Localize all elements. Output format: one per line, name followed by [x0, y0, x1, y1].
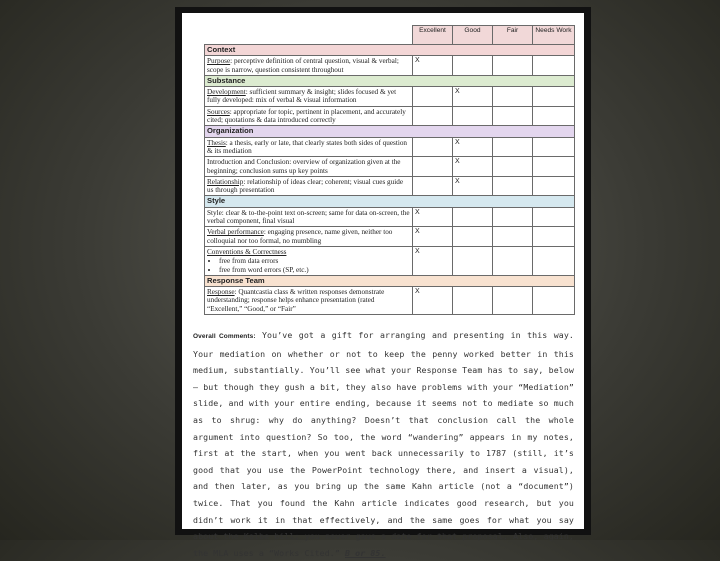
section-substance: Substance — [205, 75, 575, 86]
section-response-team: Response Team — [205, 275, 575, 286]
row-response — [205, 287, 575, 315]
row-intro-conclusion — [205, 157, 575, 177]
mark-good: X — [453, 176, 493, 196]
mark-excellent: X — [413, 56, 453, 76]
criterion-text: : engaging presence, name given, neither too colloquial nor too formal, no mumbling — [207, 228, 393, 245]
criterion-text: : a thesis, early or late, that clearly states both sides of question & its mediation — [207, 138, 408, 155]
criterion-term: Sources — [207, 107, 230, 116]
row-verbal-performance — [205, 227, 575, 247]
rubric-page — [182, 13, 584, 558]
criterion-text: : relationship of ideas clear; coherent; visual cues guide us through presentation — [207, 177, 404, 195]
mark-good: X — [453, 137, 493, 157]
section-style: Style — [205, 196, 575, 207]
mark-excellent: X — [413, 287, 453, 315]
criterion-term: Development — [207, 88, 246, 97]
row-relationship — [205, 176, 575, 196]
header-fair: Fair — [493, 26, 533, 45]
overall-comments — [193, 327, 574, 561]
row-conventions — [205, 246, 575, 275]
rubric-header-row — [205, 26, 575, 45]
section-context: Context — [205, 45, 575, 56]
section-organization: Organization — [205, 126, 575, 137]
mark-excellent: X — [413, 227, 453, 247]
row-style — [205, 207, 575, 227]
comments-label: Overall Comments: — [193, 333, 256, 341]
conventions-list — [219, 257, 410, 274]
criterion-term: Purpose — [207, 57, 231, 66]
criterion-text: Introduction and Conclusion: overview of organization given at the beginning; conclusion sums up key points — [207, 158, 401, 175]
grade: B or 85. — [345, 547, 386, 558]
criterion-term: Response — [207, 288, 235, 297]
comments-body: You’ve got a gift for arranging and presenting in this way. Your mediation on whether or not to keep the penny worked better in this medium, substantially. You’ll see what your Response Team has to say, below — but though they gush a bit, they also have problems with your “Mediation” slide, and with your entire ending, because it seems not to mediate so much as to shrug: why do anything? Doesn’t that conclusion call the whole argument into question? So too, the word “wandering” appears in my notes, first at the start, when you went back unnecessarily to 1787 (still, it’s good that you use the PowerPoint technology there, and insert a visual), and then later, as you bring up the same Kahn article (not a “document”) twice. That you found the Kahn article indicates good research, but you didn’t work it in that effectively, and the same goes for what you say about the Kolbe bill; you never gave a date for that proposal. Also, again, the MLA uses a “Works Cited.” — [193, 330, 574, 558]
mark-excellent: X — [413, 246, 453, 275]
rubric-table — [204, 25, 575, 315]
mark-good: X — [453, 87, 493, 107]
header-good: Good — [453, 26, 493, 45]
rubric-header-blank — [205, 26, 413, 45]
criterion-term: Conventions & Correctness — [207, 247, 287, 256]
list-item: • free from word errors (SP, etc.) — [219, 266, 410, 274]
criterion-text: : sufficient summary & insight; slides focused & yet fully developed: mix of verbal & visual information — [207, 88, 397, 105]
criterion-text: : appropriate for topic, pertinent in placement, and accurately cited; quotations & data introduced correctly — [207, 107, 406, 125]
criterion-text: Style: clear & to-the-point text on-screen; same for data on-screen, the verbal component, final visual — [207, 208, 410, 226]
criterion-term: Relationship — [207, 177, 244, 186]
row-sources — [205, 106, 575, 126]
row-development — [205, 87, 575, 107]
mark-excellent: X — [413, 207, 453, 227]
list-item: • free from data errors — [219, 257, 410, 265]
mark-good: X — [453, 157, 493, 177]
row-purpose — [205, 56, 575, 76]
criterion-text: : perceptive definition of central question, visual & verbal; scope is narrow, question consistent throughout — [207, 57, 399, 74]
criterion-term: Thesis — [207, 138, 226, 147]
header-excellent: Excellent — [413, 26, 453, 45]
criterion-term: Verbal performance — [207, 228, 264, 237]
document-frame — [175, 7, 591, 558]
header-needs-work: Needs Work — [533, 26, 575, 45]
criterion-text: : Quantcastia class & written responses demonstrate understanding; response helps enhance presentation (rated “Excellent,” “Good,” or “Fair” — [207, 288, 385, 313]
row-thesis — [205, 137, 575, 157]
